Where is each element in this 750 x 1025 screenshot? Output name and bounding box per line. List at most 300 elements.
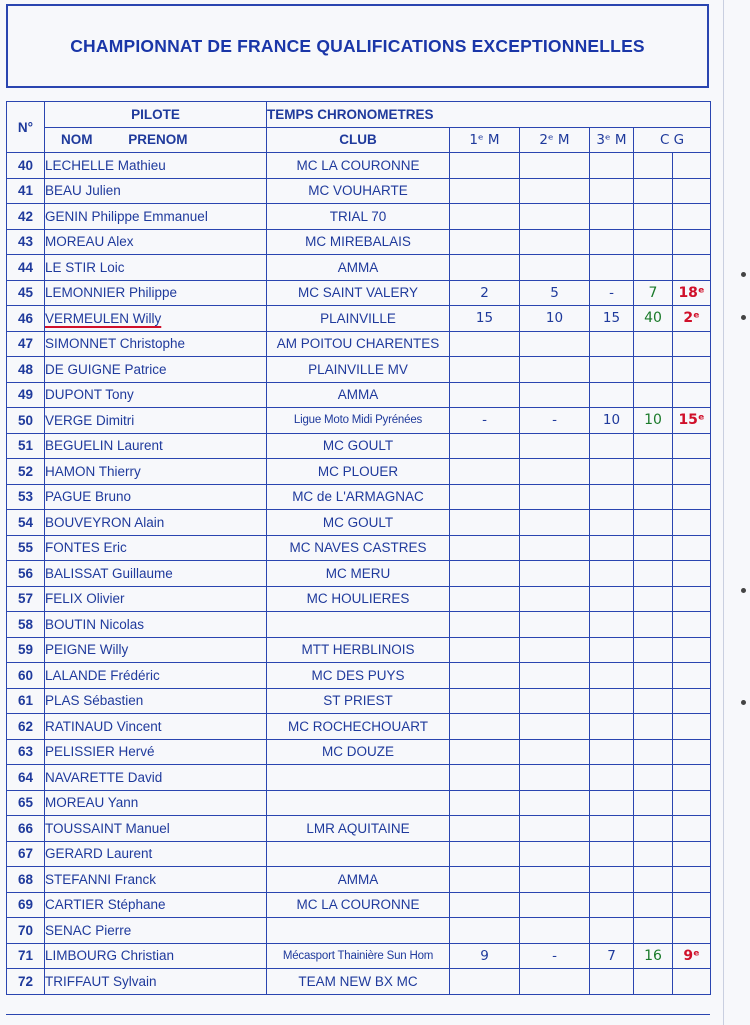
run-3-score [590, 561, 634, 587]
run-2-score [520, 688, 590, 714]
run-1-score [450, 357, 520, 383]
row-number: 54 [7, 510, 45, 536]
run-2-score [520, 357, 590, 383]
results-table [6, 101, 711, 995]
run-1-score [450, 178, 520, 204]
row-number: 46 [7, 306, 45, 332]
row-number: 40 [7, 153, 45, 179]
rank: 18ᵉ [673, 280, 711, 306]
total-score [634, 433, 673, 459]
row-number: 44 [7, 255, 45, 281]
table-row [7, 510, 711, 536]
run-2-score [520, 535, 590, 561]
pilot-name: STEFANNI Franck [45, 867, 267, 893]
run-1-score [450, 586, 520, 612]
pilot-club: TEAM NEW BX MC [267, 969, 450, 995]
pilot-club: MC GOULT [267, 510, 450, 536]
total-score [634, 331, 673, 357]
header-row-1 [7, 102, 711, 128]
pilot-name: TOUSSAINT Manuel [45, 816, 267, 842]
title-box [6, 4, 709, 88]
table-row [7, 637, 711, 663]
run-2-score: - [520, 943, 590, 969]
run-3-score [590, 459, 634, 485]
pilot-name: SIMONNET Christophe [45, 331, 267, 357]
rank [673, 969, 711, 995]
total-score [634, 816, 673, 842]
table-row [7, 484, 711, 510]
run-1-score [450, 153, 520, 179]
binder-hole [741, 588, 746, 593]
pilot-club: AM POITOU CHARENTES [267, 331, 450, 357]
rank [673, 816, 711, 842]
run-2-score [520, 204, 590, 230]
run-2-score [520, 178, 590, 204]
run-2-score [520, 714, 590, 740]
run-1-score [450, 688, 520, 714]
total-score [634, 229, 673, 255]
page-title: CHAMPIONNAT DE FRANCE QUALIFICATIONS EXCEPTIONNELLES [70, 35, 645, 56]
row-number: 59 [7, 637, 45, 663]
rank [673, 510, 711, 536]
rank [673, 255, 711, 281]
run-2-score [520, 816, 590, 842]
total-score: 10 [634, 408, 673, 434]
run-2-score [520, 918, 590, 944]
pilot-club: MC SAINT VALERY [267, 280, 450, 306]
table-row [7, 408, 711, 434]
pilot-name: VERGE Dimitri [45, 408, 267, 434]
rank: 9ᵉ [673, 943, 711, 969]
row-number: 41 [7, 178, 45, 204]
table-row [7, 153, 711, 179]
rank [673, 561, 711, 587]
pilot-name: RATINAUD Vincent [45, 714, 267, 740]
pilot-club: AMMA [267, 255, 450, 281]
pilot-name: GENIN Philippe Emmanuel [45, 204, 267, 230]
run-3-score [590, 867, 634, 893]
pilot-name: BOUTIN Nicolas [45, 612, 267, 638]
run-2-score [520, 637, 590, 663]
pilot-club [267, 918, 450, 944]
table-row [7, 535, 711, 561]
header-pilote: PILOTE [45, 102, 267, 128]
rank [673, 918, 711, 944]
run-1-score [450, 433, 520, 459]
total-score [634, 510, 673, 536]
run-1-score [450, 510, 520, 536]
pilot-name: LIMBOURG Christian [45, 943, 267, 969]
pilot-name: LECHELLE Mathieu [45, 153, 267, 179]
run-1-score [450, 790, 520, 816]
row-number: 42 [7, 204, 45, 230]
table-row [7, 816, 711, 842]
table-row [7, 663, 711, 689]
run-2-score: - [520, 408, 590, 434]
pilot-club: ST PRIEST [267, 688, 450, 714]
pilot-name: LEMONNIER Philippe [45, 280, 267, 306]
pilot-name [45, 306, 267, 332]
row-number: 69 [7, 892, 45, 918]
total-score: 7 [634, 280, 673, 306]
pilot-club: MC ROCHECHOUART [267, 714, 450, 740]
pilot-club: MC DOUZE [267, 739, 450, 765]
pilot-club: AMMA [267, 382, 450, 408]
total-score [634, 918, 673, 944]
table-row [7, 867, 711, 893]
pilot-club: Mécasport Thainière Sun Hom [267, 943, 450, 969]
total-score [634, 739, 673, 765]
row-number: 71 [7, 943, 45, 969]
pilot-name: TRIFFAUT Sylvain [45, 969, 267, 995]
table-row [7, 612, 711, 638]
pilot-name: GERARD Laurent [45, 841, 267, 867]
pilot-club [267, 841, 450, 867]
run-1-score: - [450, 408, 520, 434]
pilot-name: FELIX Olivier [45, 586, 267, 612]
table-row [7, 918, 711, 944]
run-2-score [520, 867, 590, 893]
run-2-score: 5 [520, 280, 590, 306]
pilot-club: MC LA COURONNE [267, 153, 450, 179]
pilot-name: LE STIR Loic [45, 255, 267, 281]
rank [673, 204, 711, 230]
table-row [7, 969, 711, 995]
pilot-name: PEIGNE Willy [45, 637, 267, 663]
run-3-score [590, 331, 634, 357]
run-1-score [450, 918, 520, 944]
pilot-club: MC MIREBALAIS [267, 229, 450, 255]
run-1-score: 15 [450, 306, 520, 332]
run-2-score [520, 739, 590, 765]
header-club: CLUB [267, 127, 450, 153]
table-row [7, 357, 711, 383]
rank [673, 790, 711, 816]
row-number: 47 [7, 331, 45, 357]
run-3-score [590, 255, 634, 281]
run-3-score [590, 153, 634, 179]
row-number: 57 [7, 586, 45, 612]
row-number: 55 [7, 535, 45, 561]
run-2-score [520, 229, 590, 255]
run-1-score [450, 255, 520, 281]
run-3-score [590, 382, 634, 408]
row-number: 64 [7, 765, 45, 791]
run-1-score [450, 561, 520, 587]
pilot-name: BEAU Julien [45, 178, 267, 204]
run-3-score: 10 [590, 408, 634, 434]
rank [673, 867, 711, 893]
rank [673, 739, 711, 765]
pilot-name: MOREAU Alex [45, 229, 267, 255]
run-3-score [590, 229, 634, 255]
total-score [634, 867, 673, 893]
header-nom: NOM [61, 132, 93, 148]
row-number: 60 [7, 663, 45, 689]
table-row [7, 714, 711, 740]
table-row [7, 331, 711, 357]
pilot-club: PLAINVILLE [267, 306, 450, 332]
run-1-score [450, 841, 520, 867]
header-m3: 3ᵉ M [590, 127, 634, 153]
table-row [7, 765, 711, 791]
pilot-club [267, 612, 450, 638]
row-number: 61 [7, 688, 45, 714]
run-3-score [590, 765, 634, 791]
pilot-name: LALANDE Frédéric [45, 663, 267, 689]
run-1-score [450, 739, 520, 765]
run-3-score [590, 714, 634, 740]
pilot-name: CARTIER Stéphane [45, 892, 267, 918]
pilot-club: MC VOUHARTE [267, 178, 450, 204]
page-edge [723, 0, 724, 1025]
total-score [634, 612, 673, 638]
pilot-name: PELISSIER Hervé [45, 739, 267, 765]
row-number: 43 [7, 229, 45, 255]
pilot-club: MC de L'ARMAGNAC [267, 484, 450, 510]
run-1-score [450, 382, 520, 408]
run-3-score [590, 969, 634, 995]
header-m2: 2ᵉ M [520, 127, 590, 153]
total-score [634, 178, 673, 204]
run-1-score: 9 [450, 943, 520, 969]
pilot-name: DE GUIGNE Patrice [45, 357, 267, 383]
total-score [634, 459, 673, 485]
row-number: 65 [7, 790, 45, 816]
pilot-name: PAGUE Bruno [45, 484, 267, 510]
run-2-score [520, 841, 590, 867]
table-row [7, 433, 711, 459]
row-number: 67 [7, 841, 45, 867]
run-1-score [450, 459, 520, 485]
pilot-name: BOUVEYRON Alain [45, 510, 267, 536]
total-score [634, 765, 673, 791]
rank [673, 841, 711, 867]
row-number: 70 [7, 918, 45, 944]
run-3-score [590, 918, 634, 944]
pilot-name: HAMON Thierry [45, 459, 267, 485]
pilot-name-underlined: VERMEULEN Willy [45, 310, 162, 326]
total-score: 16 [634, 943, 673, 969]
row-number: 49 [7, 382, 45, 408]
rank [673, 357, 711, 383]
run-2-score [520, 433, 590, 459]
rank [673, 153, 711, 179]
rank [673, 586, 711, 612]
run-1-score [450, 892, 520, 918]
run-1-score [450, 765, 520, 791]
run-2-score [520, 663, 590, 689]
pilot-name: DUPONT Tony [45, 382, 267, 408]
run-3-score [590, 535, 634, 561]
pilot-club [267, 790, 450, 816]
rank [673, 433, 711, 459]
header-num: N° [7, 102, 45, 153]
table-row [7, 790, 711, 816]
total-score [634, 357, 673, 383]
header-row-2 [7, 127, 711, 153]
total-score [634, 255, 673, 281]
total-score [634, 153, 673, 179]
rank [673, 484, 711, 510]
header-prenom: PRENOM [128, 132, 188, 148]
binder-hole [741, 700, 746, 705]
rank [673, 331, 711, 357]
total-score [634, 688, 673, 714]
run-3-score [590, 204, 634, 230]
run-2-score [520, 790, 590, 816]
rank [673, 714, 711, 740]
pilot-club: LMR AQUITAINE [267, 816, 450, 842]
pilot-name: NAVARETTE David [45, 765, 267, 791]
pilot-club: MC GOULT [267, 433, 450, 459]
total-score [634, 382, 673, 408]
pilot-club: MC HOULIERES [267, 586, 450, 612]
run-2-score [520, 153, 590, 179]
run-3-score [590, 841, 634, 867]
table-row [7, 229, 711, 255]
row-number: 45 [7, 280, 45, 306]
run-3-score [590, 790, 634, 816]
run-1-score [450, 229, 520, 255]
rank [673, 637, 711, 663]
header-m1: 1ᵉ M [450, 127, 520, 153]
total-score [634, 892, 673, 918]
rank [673, 382, 711, 408]
run-3-score [590, 433, 634, 459]
run-2-score [520, 586, 590, 612]
total-score [634, 663, 673, 689]
run-2-score [520, 969, 590, 995]
pilot-club: MC MERU [267, 561, 450, 587]
binder-hole [741, 315, 746, 320]
run-3-score [590, 357, 634, 383]
table-row [7, 382, 711, 408]
run-1-score [450, 535, 520, 561]
row-number: 63 [7, 739, 45, 765]
run-1-score: 2 [450, 280, 520, 306]
row-number: 52 [7, 459, 45, 485]
rank [673, 892, 711, 918]
row-number: 48 [7, 357, 45, 383]
pilot-name: MOREAU Yann [45, 790, 267, 816]
run-1-score [450, 331, 520, 357]
table-row [7, 306, 711, 332]
rank: 2ᵉ [673, 306, 711, 332]
run-2-score: 10 [520, 306, 590, 332]
run-3-score [590, 178, 634, 204]
row-number: 62 [7, 714, 45, 740]
run-3-score [590, 739, 634, 765]
total-score [634, 637, 673, 663]
pilot-club: MC DES PUYS [267, 663, 450, 689]
run-2-score [520, 510, 590, 536]
table-row [7, 459, 711, 485]
header-cg: C G [634, 127, 711, 153]
run-1-score [450, 484, 520, 510]
row-number: 53 [7, 484, 45, 510]
rank [673, 765, 711, 791]
pilot-name: BALISSAT Guillaume [45, 561, 267, 587]
total-score [634, 841, 673, 867]
row-number: 72 [7, 969, 45, 995]
total-score [634, 535, 673, 561]
pilot-club: Ligue Moto Midi Pyrénées [267, 408, 450, 434]
run-2-score [520, 892, 590, 918]
header-temps: TEMPS CHRONOMETRES [267, 102, 711, 128]
table-row [7, 943, 711, 969]
run-2-score [520, 484, 590, 510]
table-row [7, 841, 711, 867]
run-3-score [590, 484, 634, 510]
pilot-club: MC NAVES CASTRES [267, 535, 450, 561]
table-row [7, 280, 711, 306]
table-row [7, 892, 711, 918]
pilot-name: SENAC Pierre [45, 918, 267, 944]
pilot-club: MC LA COURONNE [267, 892, 450, 918]
run-2-score [520, 255, 590, 281]
total-score [634, 969, 673, 995]
pilot-name: PLAS Sébastien [45, 688, 267, 714]
bottom-rule [6, 1014, 710, 1015]
run-2-score [520, 331, 590, 357]
rank [673, 535, 711, 561]
total-score [634, 484, 673, 510]
run-3-score [590, 663, 634, 689]
run-1-score [450, 714, 520, 740]
pilot-club: TRIAL 70 [267, 204, 450, 230]
total-score [634, 790, 673, 816]
run-1-score [450, 816, 520, 842]
row-number: 66 [7, 816, 45, 842]
table-row [7, 204, 711, 230]
run-3-score: - [590, 280, 634, 306]
pilot-club: PLAINVILLE MV [267, 357, 450, 383]
total-score: 40 [634, 306, 673, 332]
rank [673, 229, 711, 255]
total-score [634, 586, 673, 612]
run-1-score [450, 663, 520, 689]
row-number: 68 [7, 867, 45, 893]
run-3-score [590, 637, 634, 663]
rank [673, 178, 711, 204]
row-number: 56 [7, 561, 45, 587]
run-1-score [450, 867, 520, 893]
table-row [7, 178, 711, 204]
header-nom-prenom [45, 127, 267, 153]
table-row [7, 586, 711, 612]
rank [673, 612, 711, 638]
run-1-score [450, 612, 520, 638]
run-3-score [590, 510, 634, 536]
row-number: 50 [7, 408, 45, 434]
total-score [634, 714, 673, 740]
run-3-score [590, 612, 634, 638]
run-1-score [450, 637, 520, 663]
run-2-score [520, 561, 590, 587]
rank: 15ᵉ [673, 408, 711, 434]
run-1-score [450, 204, 520, 230]
table-row [7, 561, 711, 587]
run-1-score [450, 969, 520, 995]
pilot-name: FONTES Eric [45, 535, 267, 561]
total-score [634, 561, 673, 587]
table-row [7, 739, 711, 765]
run-3-score: 7 [590, 943, 634, 969]
run-3-score [590, 816, 634, 842]
total-score [634, 204, 673, 230]
pilot-club [267, 765, 450, 791]
